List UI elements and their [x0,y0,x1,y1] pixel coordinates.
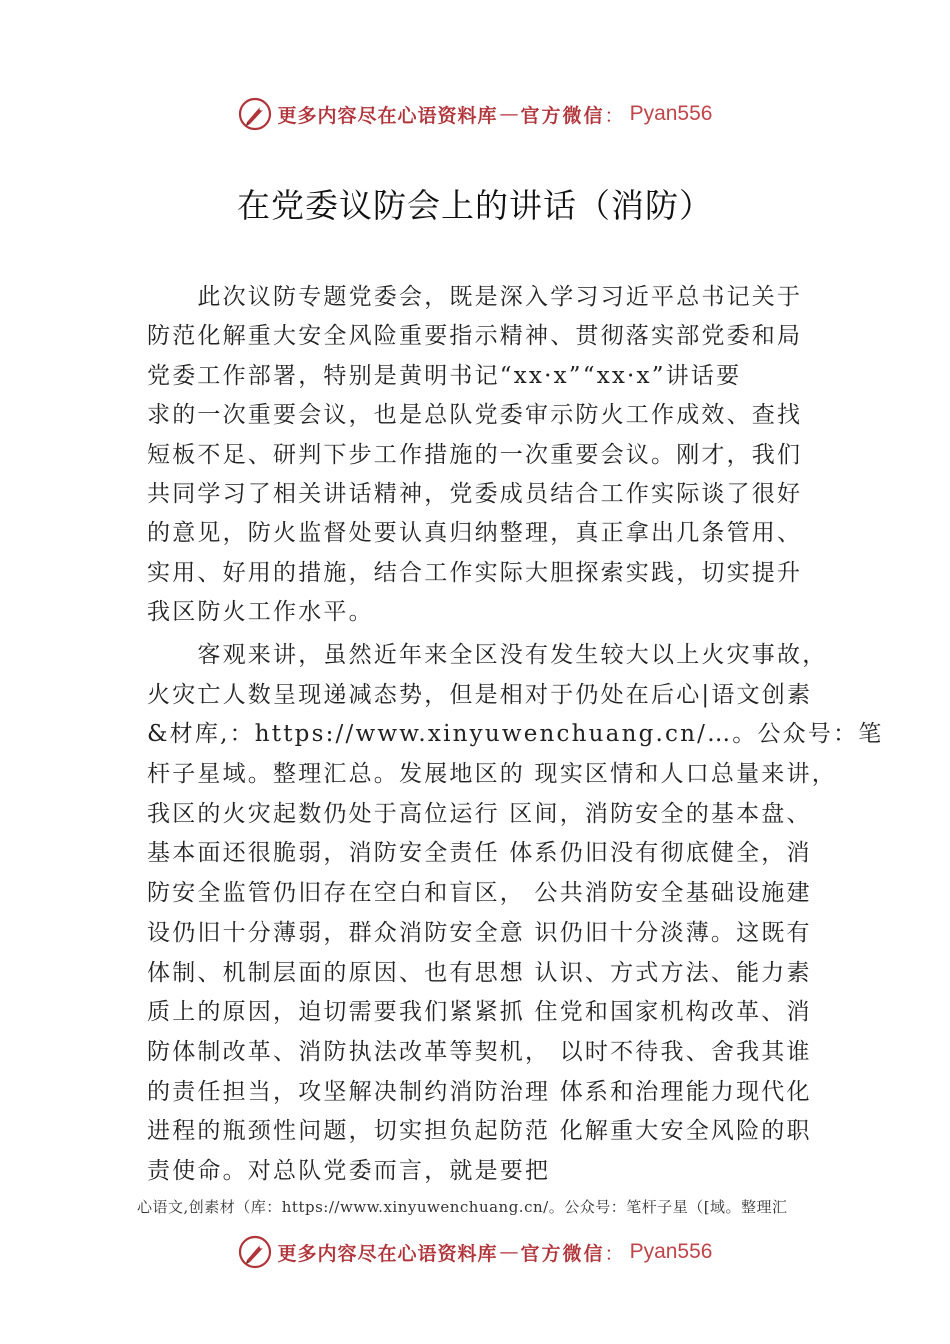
banner-separator: — [499,1241,519,1263]
banner-wechat-label: 官方微信 [520,104,605,127]
text-line: 客观来讲，虽然近年来全区没有发生较大以上火灾事故， [147,642,828,668]
page-title: 在党委议防会上的讲话（消防） [237,186,713,225]
text-line: 火灾亡人数呈现递减态势，但是相对于仍处在后心|语文创素 [147,681,813,708]
text-line: 杆子星域。整理汇总。发展地区的 现实区情和人口总量来讲， [147,761,837,788]
text-line: &材库,：https://www.xinyuwenchuang.cn/…。公众号：笔 [147,721,884,748]
banner-colon: ： [604,104,624,127]
text-line: 体制、机制层面的原因、也有思想 认识、方式方法、能力素 [147,959,812,986]
text-line: 防安全监管仍旧存在空白和盲区， 公共消防安全基础设施建 [147,880,812,907]
text-line: 的意见，防火监督处要认真归纳整理，真正拿出几条管用、 [147,520,803,547]
text-line: 设仍旧十分薄弱，群众消防安全意 识仍旧十分淡薄。这既有 [147,919,812,946]
text-line: 进程的瓶颈性问题，切实担负起防范 化解重大安全风险的职 [147,1118,812,1145]
text-line: 求的一次重要会议，也是总队党委审示防火工作成效、查找 [147,402,803,429]
text-line: 防体制改革、消防执法改革等契机， 以时不待我、舍我其谁 [147,1038,812,1065]
paragraph-2 [147,636,884,1192]
pen-logo-icon [238,97,272,131]
banner-separator: — [499,103,519,125]
text-line: 基本面还很脆弱，消防安全责任 体系仍旧没有彻底健全，消 [147,840,812,867]
text-line: 我区防火工作水平。 [147,599,374,626]
banner-wechat-label: 官方微信 [520,1242,605,1265]
text-line: 质上的原因，迫切需要我们紧紧抓 住党和国家机构改革、消 [147,999,812,1026]
text-line: 此次议防专题党委会，既是深入学习习近平总书记关于 [147,284,803,310]
footer-note: 心语文,创素材（库：https://www.xinyuwenchuang.cn/。公众号：笔杆子星（[域。整理汇 [137,1198,788,1216]
banner-brand: 更多内容尽在心语资料库 [277,1242,498,1265]
pen-logo-icon [238,1235,272,1269]
text-line: 短板不足、研判下步工作措施的一次重要会议。刚才，我们 [147,441,803,468]
footer-banner [0,1232,950,1272]
text-line: 实用、好用的措施，结合工作实际大胆探索实践，切实提升 [147,559,803,586]
text-line: 我区的火灾起数仍处于高位运行 区间，消防安全的基本盘、 [147,800,812,827]
banner-brand: 更多内容尽在心语资料库 [277,104,498,127]
banner-wechat-id: Pyan556 [629,1240,713,1263]
text-line: 防范化解重大安全风险重要指示精神、贯彻落实部党委和局 [147,323,803,350]
banner-wechat-id: Pyan556 [629,102,713,125]
text-line: 党委工作部署，特别是黄明书记“xx·x”“xx·x”讲话要 [147,362,742,389]
banner-colon: ： [604,1242,624,1265]
text-line: 责使命。对总队党委而言，就是要把 [147,1157,551,1184]
text-line: 共同学习了相关讲话精神，党委成员结合工作实际谈了很好 [147,480,803,507]
header-banner [0,94,950,134]
text-line: 的责任担当，攻坚解决制约消防治理 体系和治理能力现代化 [147,1078,812,1105]
paragraph-1 [147,278,837,633]
